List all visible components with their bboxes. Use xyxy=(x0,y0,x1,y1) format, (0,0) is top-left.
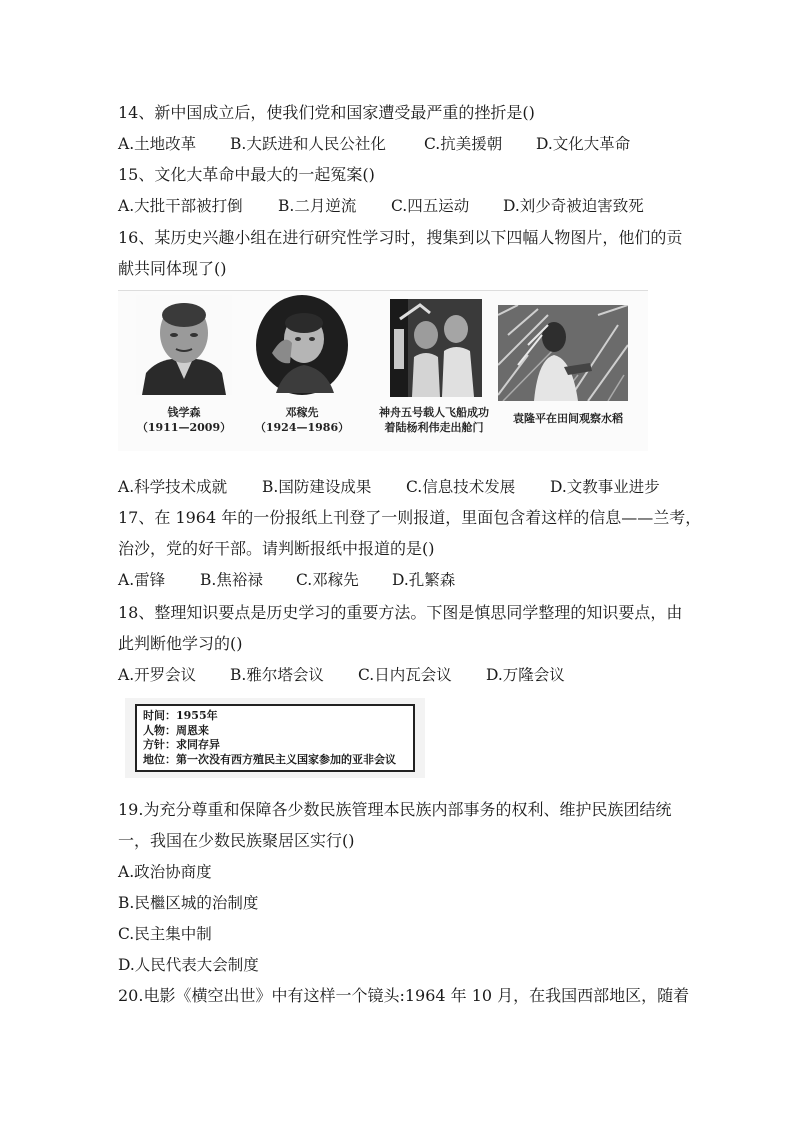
q15-stem: 15、文化大革命中最大的一起冤案() xyxy=(118,165,375,184)
q17-option-d: D.孔繁森 xyxy=(392,571,456,589)
caption-shenzhou-five xyxy=(364,405,504,435)
q18-option-c: C.日内瓦会议 xyxy=(358,666,452,684)
caption-deng-jiaxian xyxy=(242,405,362,435)
caption-qian-xuesen-years: （1911—2009） xyxy=(136,421,232,434)
q19-option-b: B.民檵区城的治制度 xyxy=(118,894,259,912)
q17-stem-line2: 治沙，党的好干部。请判断报纸中报道的是() xyxy=(118,539,435,558)
caption-yuan-longping-line1: 袁隆平在田间观察水稻 xyxy=(513,412,623,425)
photo-qian-xuesen xyxy=(136,295,232,395)
q18-option-b: B.雅尔塔会议 xyxy=(230,666,324,684)
photo-deng-jiaxian xyxy=(254,293,350,397)
photo-shenzhou-five xyxy=(390,299,482,397)
q15-option-a: A.大批干部被打倒 xyxy=(118,197,243,215)
q19-option-c: C.民主集中制 xyxy=(118,925,212,943)
q16-stem-line2: 献共同体现了() xyxy=(118,259,227,278)
q14-option-c: C.抗美援朝 xyxy=(424,135,503,153)
caption-shenzhou-five-line1: 神舟五号载人飞船成功 xyxy=(379,406,489,419)
caption-yuan-longping xyxy=(498,411,638,426)
q18-note-box xyxy=(135,704,415,772)
caption-shenzhou-five-line2: 着陆杨利伟走出舱门 xyxy=(384,421,484,434)
q16-option-a: A.科学技术成就 xyxy=(118,478,228,496)
q19-stem-line1: 19.为充分尊重和保障各少数民族管理本民族内部事务的权利、维护民族团结统 xyxy=(118,800,672,819)
caption-qian-xuesen-name: 钱学森 xyxy=(167,406,201,419)
q18-note-policy: 方针：求同存异 xyxy=(143,738,220,751)
q19-option-a: A.政治协商度 xyxy=(118,863,212,881)
q17-stem-line1: 17、在 1964 年的一份报纸上刊登了一则报道，里面包含着这样的信息——兰考， xyxy=(118,508,702,527)
q18-stem-line1: 18、整理知识要点是历史学习的重要方法。下图是慎思同学整理的知识要点，由 xyxy=(118,603,683,622)
photo-yuan-longping xyxy=(498,305,628,401)
caption-qian-xuesen xyxy=(124,405,244,435)
q14-stem: 14、新中国成立后，使我们党和国家遭受最严重的挫折是() xyxy=(118,103,535,122)
q16-stem-line1: 16、某历史兴趣小组在进行研究性学习时，搜集到以下四幅人物图片，他们的贡 xyxy=(118,228,683,247)
q17-option-c: C.邓稼先 xyxy=(296,571,359,589)
q20-stem-line1: 20.电影《横空出世》中有这样一个镜头:1964 年 10 月，在我国西部地区，随着 xyxy=(118,986,690,1005)
q15-option-d: D.刘少奇被迫害致死 xyxy=(503,197,644,215)
q18-note-time: 时间：1955年 xyxy=(143,709,218,722)
q16-option-c: C.信息技术发展 xyxy=(406,478,516,496)
q14-option-d: D.文化大革命 xyxy=(536,135,631,153)
q18-note-person: 人物：周恩来 xyxy=(143,723,209,737)
q16-option-b: B.国防建设成果 xyxy=(262,478,372,496)
q18-option-a: A.开罗会议 xyxy=(118,666,197,684)
q19-stem-line2: 一，我国在少数民族聚居区实行() xyxy=(118,831,355,850)
q14-option-b: B.大跃进和人民公社化 xyxy=(230,135,386,153)
q17-option-b: B.焦裕禄 xyxy=(200,571,263,589)
q17-option-a: A.雷锋 xyxy=(118,571,166,589)
q16-option-d: D.文教事业进步 xyxy=(550,478,660,496)
q15-option-b: B.二月逆流 xyxy=(278,197,357,215)
caption-deng-jiaxian-name: 邓稼先 xyxy=(285,406,319,419)
q18-option-d: D.万隆会议 xyxy=(486,666,565,684)
q18-stem-line2: 此判断他学习的() xyxy=(118,634,243,653)
q16-figure xyxy=(118,290,648,451)
q18-note-status: 地位：第一次没有西方殖民主义国家参加的亚非会议 xyxy=(143,752,396,766)
q19-option-d: D.人民代表大会制度 xyxy=(118,956,259,974)
q15-option-c: C.四五运动 xyxy=(391,197,470,215)
q14-option-a: A.土地改革 xyxy=(118,135,197,153)
caption-deng-jiaxian-years: （1924—1986） xyxy=(254,421,350,434)
